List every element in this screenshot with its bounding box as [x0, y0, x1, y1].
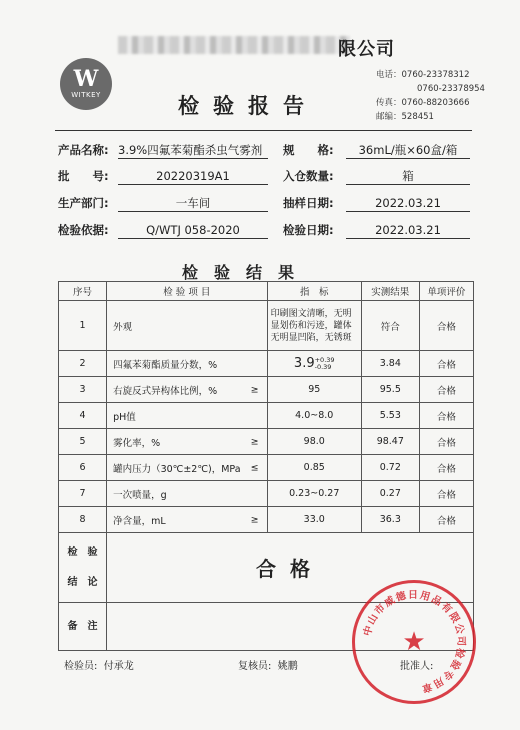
row-item — [107, 455, 268, 481]
row-result: 0.27 — [361, 481, 419, 507]
row-result: 5.53 — [361, 403, 419, 429]
sample-date-label: 抽样日期: — [283, 196, 334, 210]
row-no: 2 — [59, 351, 107, 377]
logo-mark-icon: W — [73, 66, 99, 92]
row-spec: 0.85 — [267, 455, 361, 481]
table-row — [59, 455, 474, 481]
table-row — [59, 507, 474, 533]
qty-label: 入仓数量: — [283, 169, 334, 183]
inspector-label: 检验员: — [64, 661, 98, 672]
row-result: 3.84 — [361, 351, 419, 377]
row-no: 1 — [59, 301, 107, 351]
tel-1: 0760-23378312 — [401, 70, 470, 80]
batch-label: 批 号: — [58, 169, 109, 183]
row-eval: 合格 — [419, 351, 473, 377]
company-name-redacted — [118, 36, 350, 54]
row-item-label: 雾化率，% — [113, 437, 161, 449]
spec-nominal: 3.9 — [293, 355, 315, 371]
row-eval: 合格 — [419, 455, 473, 481]
info-row-basis — [0, 222, 520, 242]
row-no: 3 — [59, 377, 107, 403]
dept-label: 生产部门: — [58, 196, 109, 210]
row-comparator: ≥ — [250, 384, 259, 395]
reviewer — [238, 657, 298, 672]
row-item-label: 右旋反式异构体比例，% — [113, 385, 218, 397]
tel-label: 电话： — [376, 70, 402, 80]
fax-label: 传真： — [376, 98, 402, 108]
row-item — [107, 429, 268, 455]
row-item-label: 罐内压力（30℃±2℃)，MPa — [113, 463, 241, 475]
header-rule — [55, 130, 472, 131]
company-name-suffix: 限公司 — [338, 39, 395, 60]
info-row-dept — [0, 195, 520, 215]
spec-tolerance — [315, 357, 335, 371]
row-eval: 合格 — [419, 481, 473, 507]
test-date: 2022.03.21 — [346, 222, 470, 239]
table-row — [59, 429, 474, 455]
postcode: 528451 — [401, 112, 434, 122]
row-spec — [267, 351, 361, 377]
conclusion-value: 合格 — [107, 533, 474, 603]
row-no: 7 — [59, 481, 107, 507]
product-label: 产品名称: — [58, 143, 109, 157]
row-result: 0.72 — [361, 455, 419, 481]
reviewer-label: 复核员: — [238, 661, 272, 672]
row-result: 36.3 — [361, 507, 419, 533]
test-date-label: 检验日期: — [283, 223, 334, 237]
col-header-spec: 指 标 — [267, 282, 361, 301]
row-item: pH值 — [107, 403, 268, 429]
company-logo — [60, 58, 112, 110]
row-comparator: ≥ — [250, 514, 259, 525]
row-no: 5 — [59, 429, 107, 455]
col-header-result: 实测结果 — [361, 282, 419, 301]
row-eval: 合格 — [419, 301, 473, 351]
table-row — [59, 481, 474, 507]
table-row — [59, 403, 474, 429]
row-spec: 98.0 — [267, 429, 361, 455]
qty-value: 箱 — [346, 168, 470, 185]
col-header-no: 序号 — [59, 282, 107, 301]
row-item: 一次喷量，g — [107, 481, 268, 507]
spec-tolerance-up: +0.39 — [314, 356, 335, 365]
row-item-label: 净含量，mL — [113, 515, 166, 527]
row-eval: 合格 — [419, 377, 473, 403]
seal-star-icon: ★ — [402, 627, 426, 657]
contact-block — [376, 68, 485, 124]
row-result: 95.5 — [361, 377, 419, 403]
batch-number: 20220319A1 — [118, 168, 268, 185]
table-row — [59, 351, 474, 377]
report-title: 检验报告 — [178, 94, 318, 118]
row-spec: 0.23~0.27 — [267, 481, 361, 507]
row-no: 8 — [59, 507, 107, 533]
row-spec: 95 — [267, 377, 361, 403]
row-comparator: ≥ — [250, 436, 259, 447]
conclusion-label — [59, 533, 107, 603]
info-row-product — [0, 142, 520, 162]
product-name: 3.9%四氟苯菊酯杀虫气雾剂 — [118, 142, 268, 159]
spec-label: 规 格: — [283, 143, 334, 157]
col-header-eval: 单项评价 — [419, 282, 473, 301]
col-header-item: 检 验 项 目 — [107, 282, 268, 301]
spec-tolerance-down: -0.39 — [314, 363, 332, 372]
row-spec: 印刷图文清晰，无明显划伤和污迹，罐体无明显凹陷，无锈斑 — [267, 301, 361, 351]
row-no: 6 — [59, 455, 107, 481]
remarks-label: 备 注 — [59, 603, 107, 651]
row-result: 符合 — [361, 301, 419, 351]
row-eval: 合格 — [419, 403, 473, 429]
basis-label: 检验依据: — [58, 223, 109, 237]
table-row — [59, 301, 474, 351]
row-spec: 4.0~8.0 — [267, 403, 361, 429]
conclusion-label-line2: 结 论 — [67, 576, 98, 588]
seal-text-path: 中山市威德日用品有限公司检验专用章 — [362, 589, 467, 694]
reviewer-name: 姚鹏 — [277, 661, 298, 672]
row-eval: 合格 — [419, 507, 473, 533]
approver-label: 批准人: — [400, 661, 434, 672]
conclusion-label-line1: 检 验 — [67, 546, 98, 558]
dept-value: 一车间 — [118, 195, 268, 212]
table-row — [59, 377, 474, 403]
tel-2: 0760-23378954 — [417, 84, 485, 94]
sample-date: 2022.03.21 — [346, 195, 470, 212]
basis-value: Q/WTJ 058-2020 — [118, 222, 268, 239]
row-spec: 33.0 — [267, 507, 361, 533]
row-item: 外观 — [107, 301, 268, 351]
table-header-row — [59, 282, 474, 301]
row-item — [107, 507, 268, 533]
inspector — [64, 657, 134, 672]
row-eval: 合格 — [419, 429, 473, 455]
row-no: 4 — [59, 403, 107, 429]
row-result: 98.47 — [361, 429, 419, 455]
inspector-name: 付承龙 — [103, 661, 134, 672]
row-item — [107, 377, 268, 403]
fax-number: 0760-88203666 — [401, 98, 470, 108]
inspection-seal-stamp — [352, 580, 476, 704]
info-row-batch — [0, 168, 520, 188]
spec-value: 36mL/瓶×60盒/箱 — [346, 142, 470, 159]
row-comparator: ≤ — [250, 462, 259, 473]
logo-text: WITKEY — [71, 91, 101, 99]
row-item: 四氟苯菊酯质量分数，% — [107, 351, 268, 377]
results-title: 检验结果 — [182, 263, 311, 282]
postcode-label: 邮编： — [376, 112, 402, 122]
